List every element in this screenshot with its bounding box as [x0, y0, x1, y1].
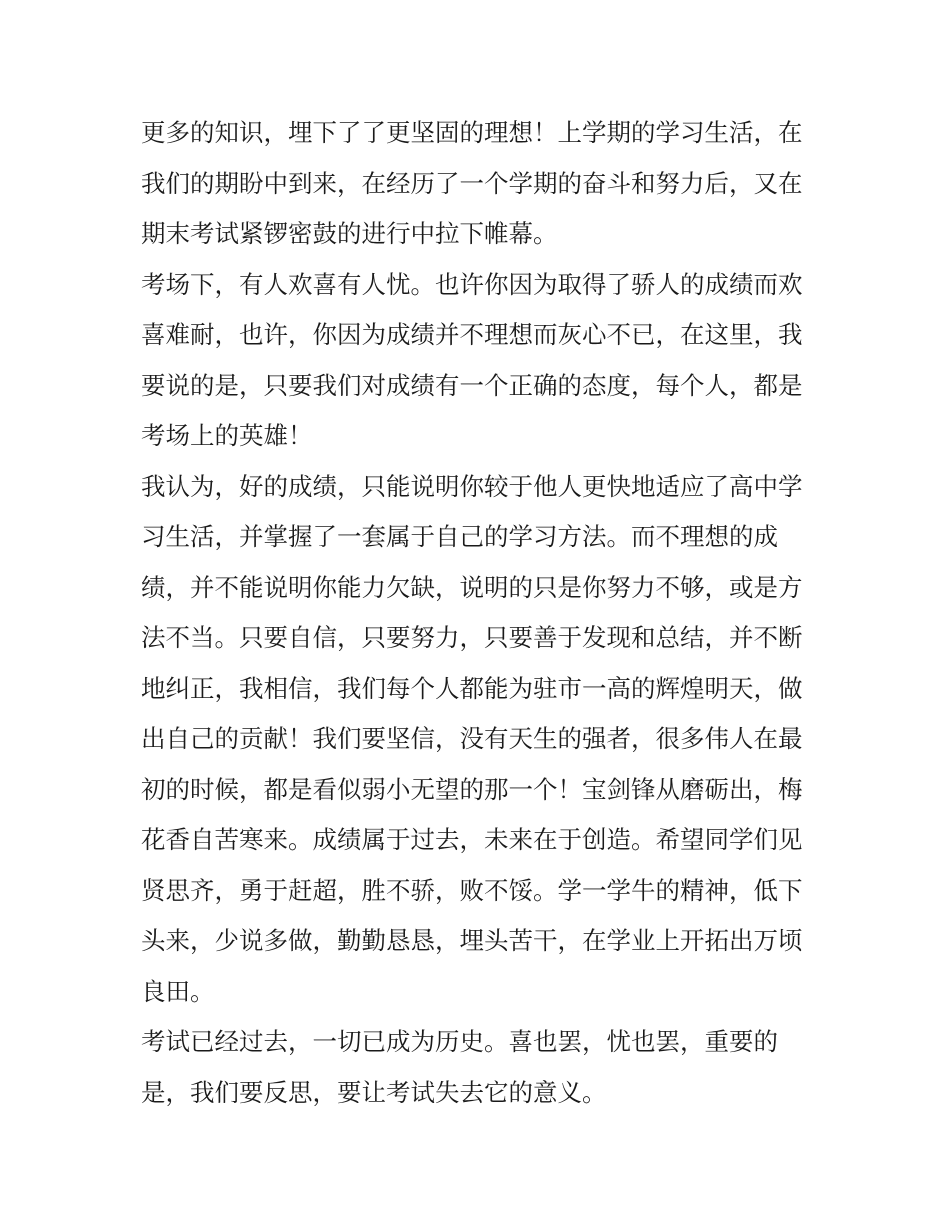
document-body — [141, 108, 821, 1118]
text-line: 考场上的英雄！ — [141, 421, 313, 450]
text-line: 出自己的贡献！我们要坚信，没有天生的强者，很多伟人在最 — [141, 724, 803, 753]
text-line: 我们的期盼中到来，在经历了一个学期的奋斗和努力后，又在 — [141, 168, 803, 198]
text-line: 我认为，好的成绩，只能说明你较于他人更快地适应了高中学 — [141, 471, 803, 501]
text-line: 绩，并不能说明你能力欠缺，说明的只是你努力不够，或是方 — [141, 572, 803, 602]
text-line: 考场下，有人欢喜有人忧。也许你因为取得了骄人的成绩而欢 — [141, 269, 803, 299]
text-line: 法不当。只要自信，只要努力，只要善于发现和总结，并不断 — [141, 623, 803, 652]
text-line: 要说的是，只要我们对成绩有一个正确的态度，每个人，都是 — [141, 370, 803, 400]
text-line: 良田。 — [141, 976, 215, 1006]
text-line: 习生活，并掌握了一套属于自己的学习方法。而不理想的成 — [141, 522, 778, 551]
text-line: 花香自苦寒来。成绩属于过去，未来在于创造。希望同学们见 — [141, 825, 803, 854]
text-line: 是，我们要反思，要让考试失去它的意义。 — [141, 1077, 607, 1107]
text-line: 头来，少说多做，勤勤恳恳，埋头苦干，在学业上开拓出万顷 — [141, 926, 803, 955]
text-line: 贤思齐，勇于赶超，胜不骄，败不馁。学一学牛的精神，低下 — [141, 875, 803, 905]
text-line: 期末考试紧锣密鼓的进行中拉下帷幕。 — [141, 219, 558, 248]
text-line: 地纠正，我相信，我们每个人都能为驻市一高的辉煌明天，做 — [141, 673, 803, 703]
text-line: 更多的知识，埋下了了更坚固的理想！上学期的学习生活，在 — [141, 118, 803, 147]
text-line: 初的时候，都是看似弱小无望的那一个！宝剑锋从磨砺出，梅 — [141, 774, 803, 804]
text-line: 喜难耐，也许，你因为成绩并不理想而灰心不已，在这里，我 — [141, 320, 803, 349]
text-line: 考试已经过去，一切已成为历史。喜也罢，忧也罢，重要的 — [141, 1027, 778, 1056]
